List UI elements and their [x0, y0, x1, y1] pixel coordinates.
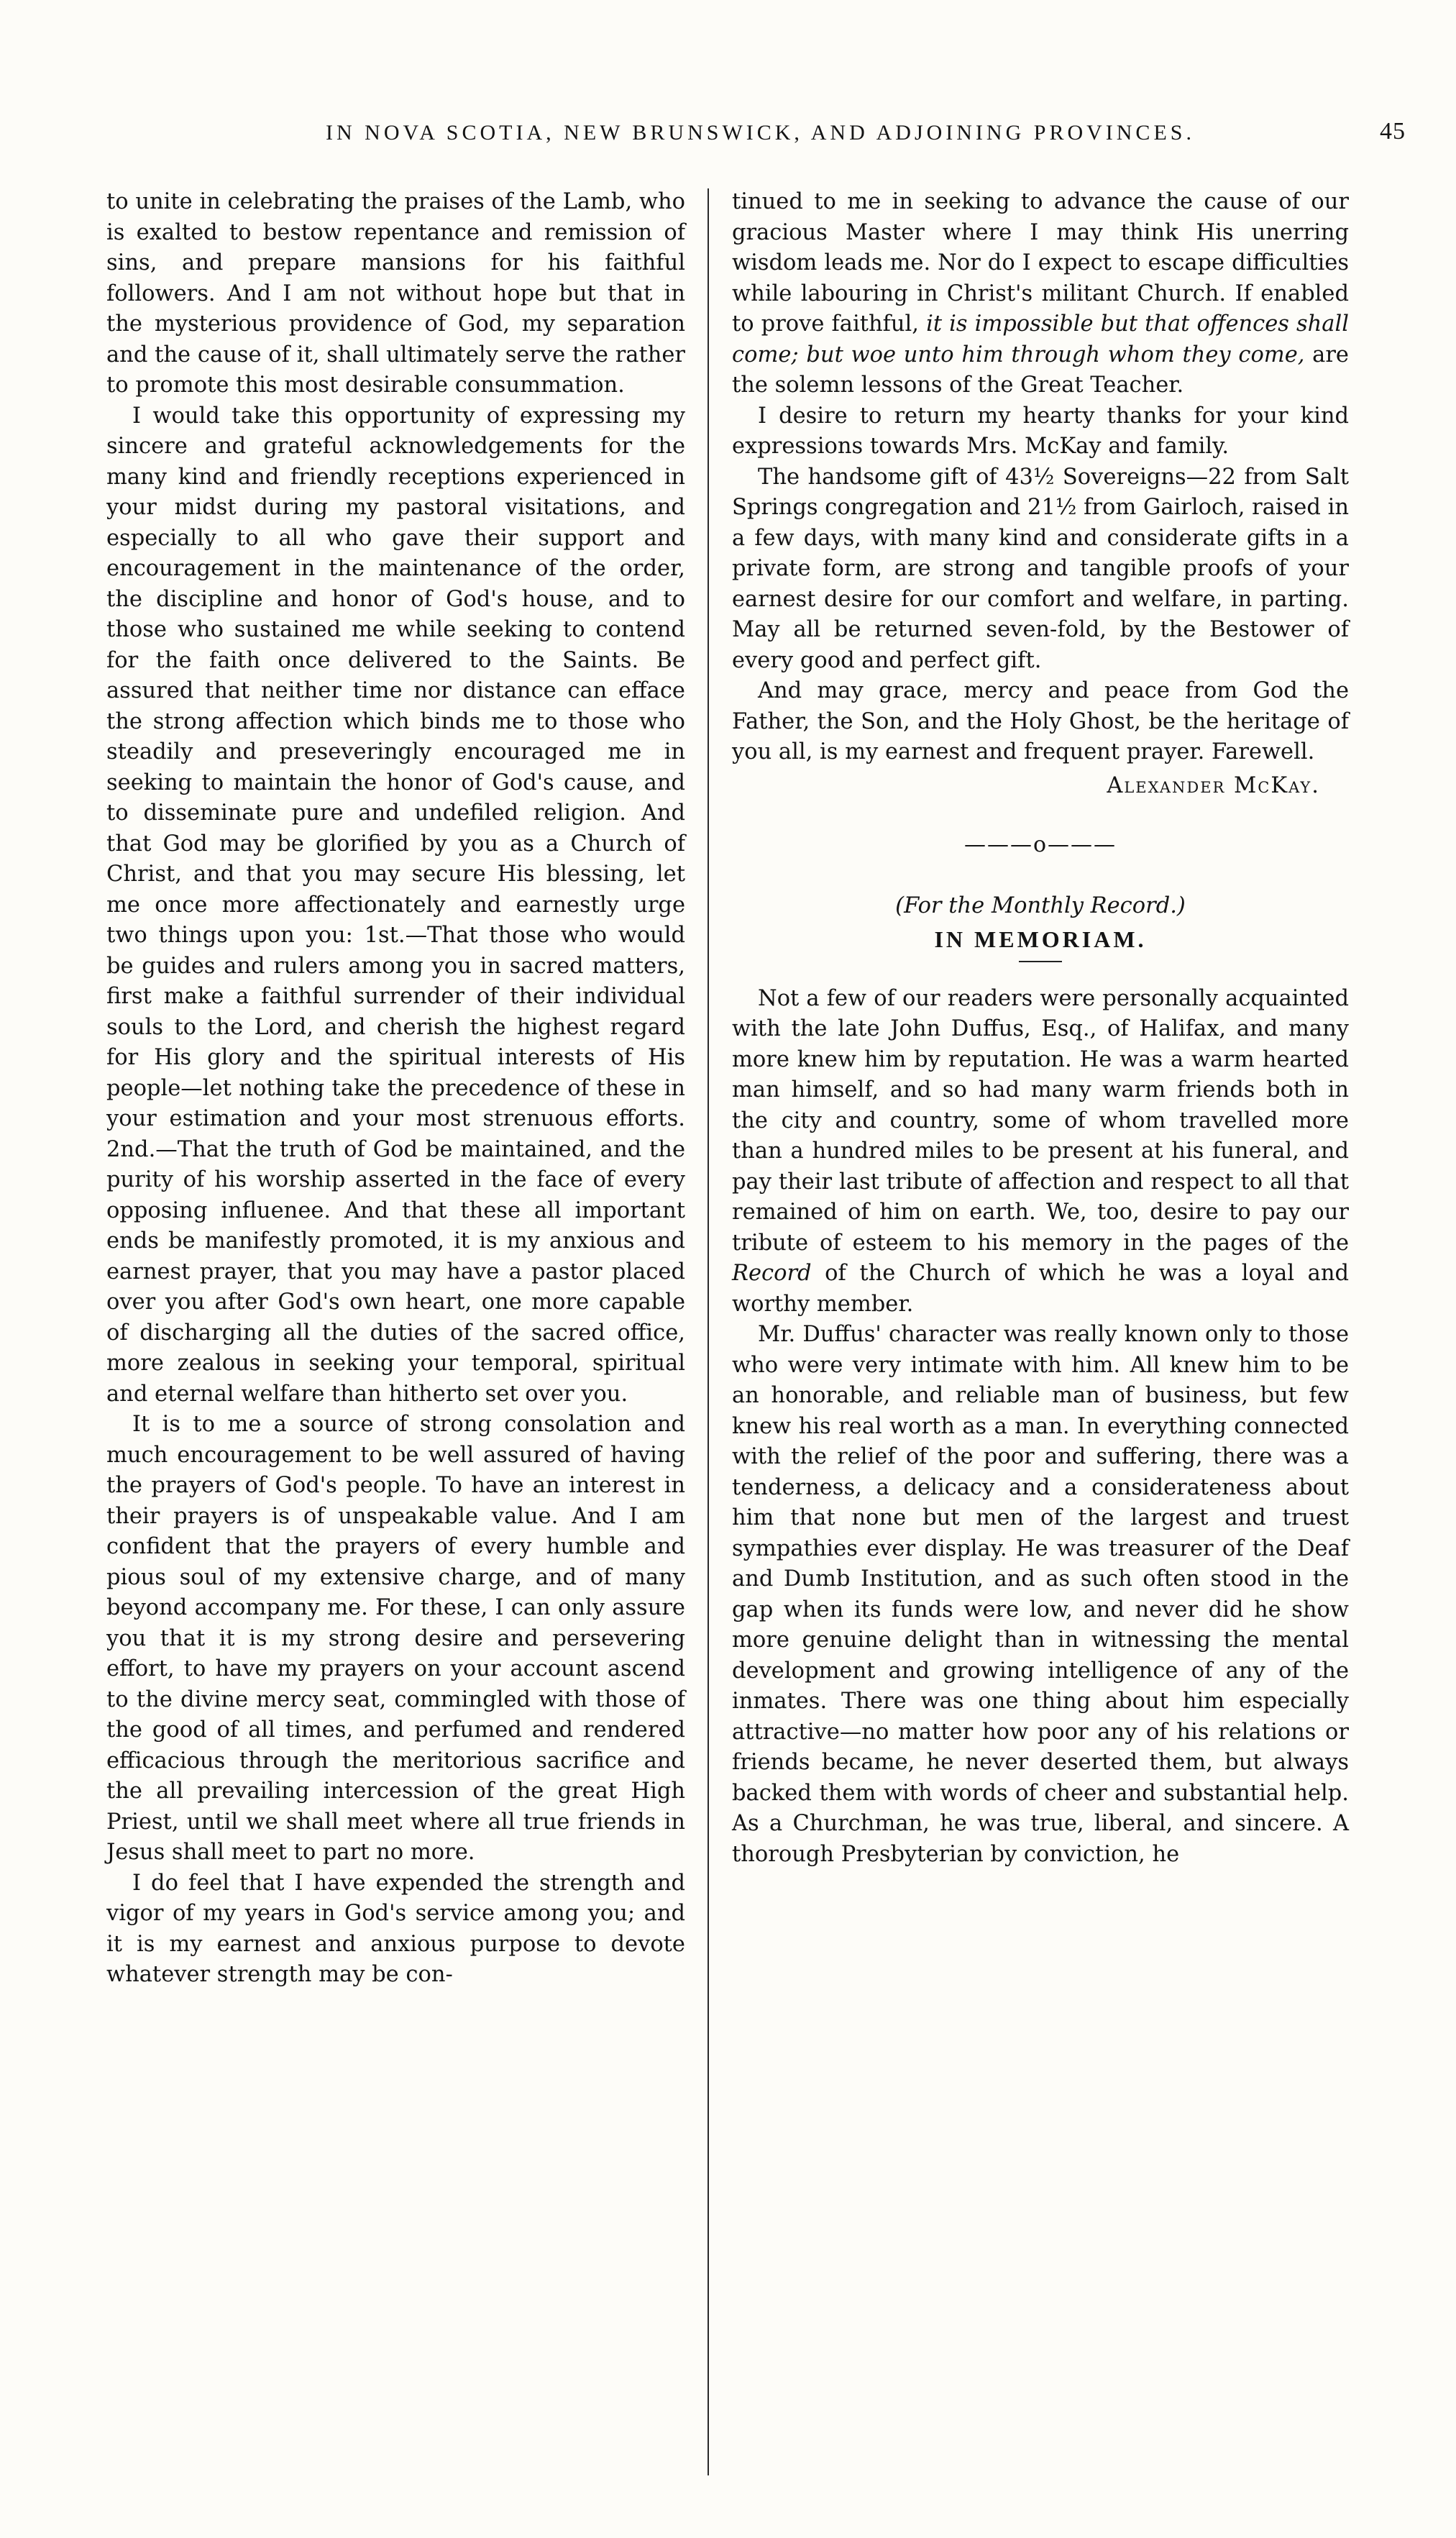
- letter-paragraph-8: And may grace, mercy and peace from God the Father, the Son, and the Holy Ghost, be the heritage of you all, is my earnest and frequent prayer. Farewell.: [732, 678, 1349, 764]
- letter-paragraph-5: [732, 187, 1349, 401]
- scripture-quote: it is impossible but that offences shall come; but woe unto him through whom they come,: [732, 311, 1349, 368]
- article-title: IN MEMORIAM.: [934, 926, 1147, 952]
- letter-paragraph-6: I desire to return my hearty thanks for your kind expressions towards Mrs. McKay and family.: [732, 403, 1349, 459]
- right-column: [732, 187, 1349, 1870]
- memoriam-paragraph-1-text-a: Not a few of our readers were personally acquainted with the late John Duffus, Esq., of Halifax, and many more knew him by reputation. He was a warm hearted man himself, and so had many warm friends both in the city and country, some of whom travelled more than a hundred miles to be present at his funeral, and pay their last tribute of affection and respect to all that remained of him on earth. We, too, desire to pay our tribute of esteem to his memory in the pages of the: [732, 985, 1349, 1256]
- signature: Alexander McKay.: [1107, 772, 1320, 798]
- letter-paragraph-3: It is to me a source of strong consolation and much encouragement to be well assured of having the prayers of God's people. To have an interest in their prayers is of unspeakable value. And I am confident that the prayers of every humble and pious soul of my extensive charge, and of many beyond accompany me. For these, I can only assure you that it is my strong desire and persevering effort, to have my prayers on your account ascend to the divine mercy seat, commingled with those of the good of all times, and perfumed and rendered efficacious through the meritorious sacrifice and the all prevailing intercession of the great High Priest, until we shall meet where all true friends in Jesus shall meet to part no more.: [106, 1412, 685, 1865]
- record-title: Record: [732, 1261, 812, 1286]
- letter-paragraph-1: to unite in celebrating the praises of the Lamb, who is exalted to bestow repentance and remission of sins, and prepare mansions for his faithful followers. And I am not without hope but that in the mysterious providence of God, my separation and the cause of it, shall ultimately serve the rather to promote this most desirable consummation.: [106, 189, 685, 398]
- memoriam-paragraph-1-text-b: of the Church of which he was a loyal and worthy member.: [732, 1261, 1349, 1317]
- letter-paragraph-4: I do feel that I have expended the strength and vigor of my years in God's service among you; and it is my earnest and anxious purpose to devote whatever strength may be con-: [106, 1870, 685, 1987]
- page-number: 45: [1380, 118, 1406, 145]
- title-rule: [1019, 961, 1062, 962]
- section-divider: ———o———: [963, 832, 1117, 857]
- letter-paragraph-5-text-a: tinued to me in seeking to advance the cause of our gracious Master where I may think His unerring wisdom leads me. Nor do I expect to escape difficulties while labouring in Christ's militant Church. If enabled to prove faithful,: [732, 189, 1349, 337]
- running-title: IN NOVA SCOTIA, NEW BRUNSWICK, AND ADJOINING PROVINCES.: [326, 121, 1195, 145]
- article-credit: (For the Monthly Record.): [895, 893, 1186, 918]
- column-divider: [708, 188, 709, 2475]
- memoriam-paragraph-2: Mr. Duffus' character was really known only to those who were very intimate with him. All knew him to be an honorable, and reliable man of business, but few knew his real worth as a man. In everything connected with the relief of the poor and suffering, there was a tenderness, a delicacy and a considerateness about him that none but men of the largest and truest sympathies ever display. He was treasurer of the Deaf and Dumb Institution, and as such often stood in the gap when its funds were low, and never did he show more genuine delight than in witnessing the mental development and growing intelligence of any of the inmates. There was one thing about him especially attractive—no matter how poor any of his relations or friends became, he never deserted them, but always backed them with words of cheer and substantial help. As a Churchman, he was true, liberal, and sincere. A thorough Presbyterian by conviction, he: [732, 1322, 1349, 1867]
- letter-paragraph-7: The handsome gift of 43½ Sovereigns—22 from Salt Springs congregation and 21½ from Gairloch, raised in a few days, with many kind and considerate gifts in a private form, are strong and tangible proofs of your earnest desire for our comfort and welfare, in parting. May all be returned seven-fold, by the Bestower of every good and perfect gift.: [732, 464, 1349, 673]
- left-column: [106, 187, 685, 1991]
- letter-paragraph-2: I would take this opportunity of expressing my sincere and grateful acknowledgements for the many kind and friendly receptions experienced in your midst during my pastoral visitations, and especially to all who gave their support and encouragement in the maintenance of the order, the discipline and honor of God's house, and to those who sustained me while seeking to contend for the faith once delivered to the Saints. Be assured that neither time nor distance can efface the strong affection which binds me to those who steadily and preseveringly encouraged me in seeking to maintain the honor of God's cause, and to disseminate pure and undefiled religion. And that God may be glorified by you as a Church of Christ, and that you may secure His blessing, let me once more affectionately and earnestly urge two things upon you: 1st.—That those who would be guides and rulers among you in sacred matters, first make a faithful surrender of their individual souls to the Lord, and cherish the highest regard for His glory and the spiritual interests of His people—let nothing take the precedence of these in your estimation and your most strenuous efforts. 2nd.—That the truth of God be maintained, and the purity of his worship asserted in the face of every opposing influenee. And that these all important ends be manifestly promoted, it is my anxious and earnest prayer, that you may have a pastor placed over you after God's own heart, one more capable of discharging all the duties of the sacred office, more zealous in seeking your temporal, spiritual and eternal welfare than hitherto set over you.: [106, 403, 685, 1407]
- letter-paragraph-5-text-b: are the solemn lessons of the Great Teacher.: [732, 342, 1349, 398]
- page-header: [115, 108, 1406, 158]
- memoriam-paragraph-1: [732, 984, 1349, 1320]
